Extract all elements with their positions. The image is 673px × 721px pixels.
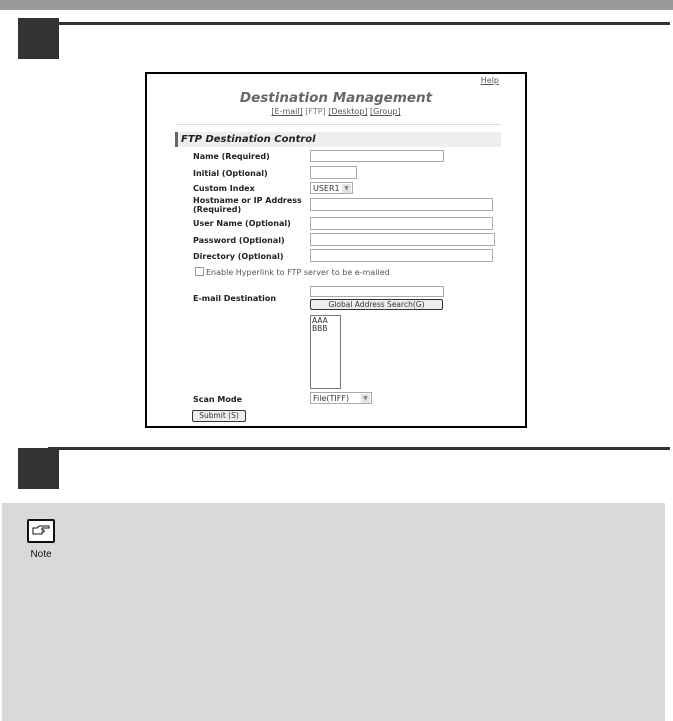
chevron-down-icon: ▼ <box>361 394 370 403</box>
password-label: Password (Optional) <box>193 236 285 245</box>
hyperlink-option[interactable] <box>195 267 390 277</box>
name-input[interactable] <box>310 150 444 162</box>
step-1-rule <box>58 22 670 25</box>
username-label: User Name (Optional) <box>193 219 291 228</box>
step-1-marker <box>18 18 59 59</box>
global-address-search-button[interactable]: Global Address Search(G) <box>310 299 443 310</box>
hostname-label-line-1: Hostname or IP Address <box>193 196 302 205</box>
destination-tabs <box>147 107 525 116</box>
divider <box>175 124 501 125</box>
custom-index-label: Custom Index <box>193 184 255 193</box>
directory-input[interactable] <box>310 249 493 262</box>
email-destination-label: E-mail Destination <box>193 294 277 303</box>
page-header-bar <box>0 0 673 10</box>
note-panel <box>2 503 665 721</box>
initial-label: Initial (Optional) <box>193 169 268 178</box>
email-destination-list[interactable] <box>310 315 341 389</box>
email-destination-input[interactable] <box>310 286 444 297</box>
hyperlink-checkbox-label: Enable Hyperlink to FTP server to be e-mailed <box>206 268 390 277</box>
scan-mode-value: File(TIFF) <box>313 394 350 403</box>
section-title: FTP Destination Control <box>175 132 501 147</box>
scan-mode-label: Scan Mode <box>193 395 242 404</box>
page-title: Destination Management <box>239 90 433 106</box>
tab-group[interactable]: [Group] <box>370 107 401 116</box>
list-item[interactable]: AAA <box>312 316 328 325</box>
initial-input[interactable] <box>310 166 357 179</box>
help-link[interactable]: Help <box>480 76 499 85</box>
list-item[interactable]: BBB <box>312 324 328 333</box>
pointing-hand-icon <box>27 519 55 543</box>
custom-index-select[interactable] <box>310 182 353 194</box>
scan-mode-select[interactable] <box>310 392 372 404</box>
password-input[interactable] <box>310 233 495 246</box>
tab-email[interactable]: [E-mail] <box>271 107 303 116</box>
step-2-marker <box>18 448 59 489</box>
hyperlink-checkbox[interactable] <box>195 267 204 276</box>
tab-ftp: [FTP] <box>305 107 326 116</box>
name-label: Name (Required) <box>193 152 270 161</box>
step-2-rule <box>48 447 670 450</box>
submit-button[interactable]: Submit (S) <box>192 410 246 422</box>
chevron-down-icon: ▼ <box>342 184 351 193</box>
tab-desktop[interactable]: [Desktop] <box>328 107 368 116</box>
hostname-label <box>193 196 302 214</box>
custom-index-value: USER1 <box>313 184 340 193</box>
destination-management-screen <box>145 72 527 428</box>
username-input[interactable] <box>310 217 493 230</box>
hostname-input[interactable] <box>310 198 493 211</box>
note-label: Note <box>30 549 52 560</box>
hostname-label-line-2: (Required) <box>193 205 242 214</box>
directory-label: Directory (Optional) <box>193 252 284 261</box>
